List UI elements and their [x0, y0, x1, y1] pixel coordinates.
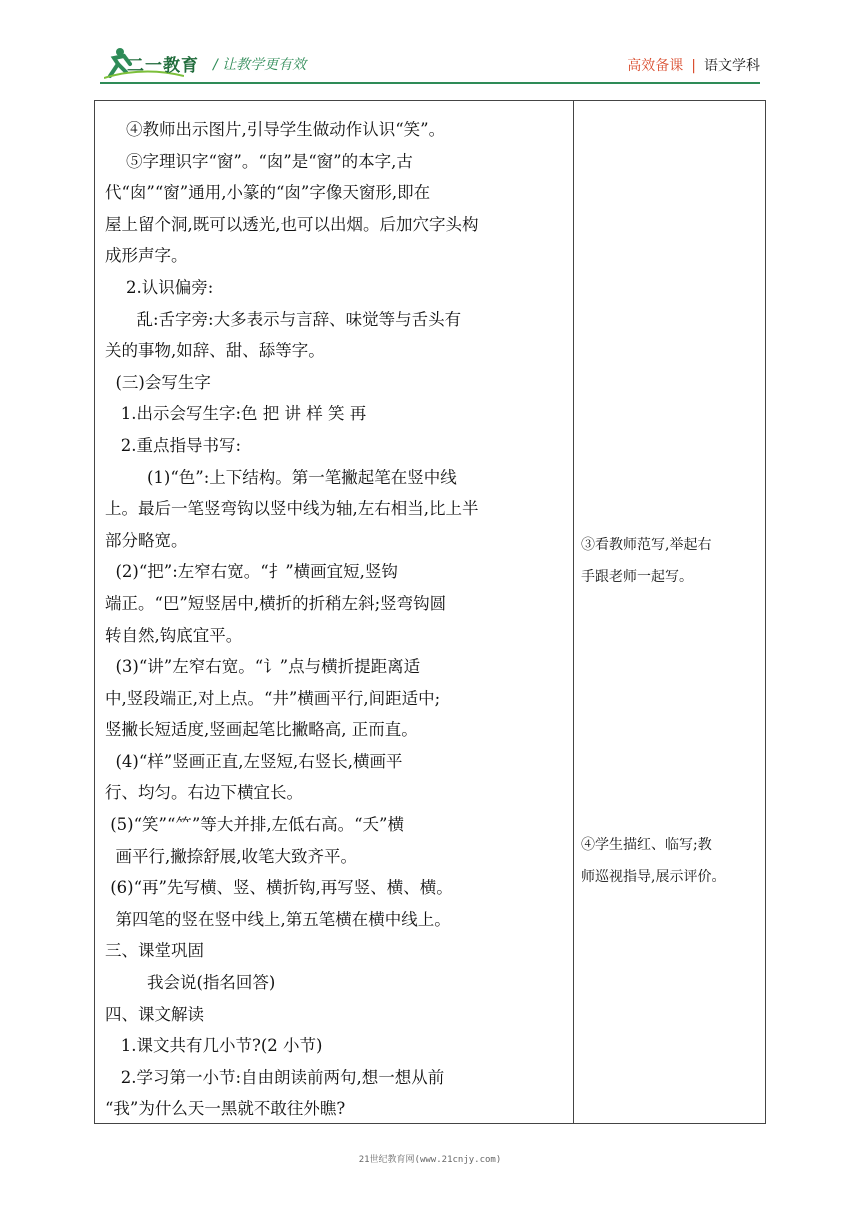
logo-text: 二一教育 [127, 56, 199, 76]
content-line: 中,竖段端正,对上点。“井”横画平行,间距适中; [105, 688, 441, 708]
content-line: 屋上留个洞,既可以透光,也可以出烟。后加穴字头构 [105, 214, 479, 234]
content-line: (5)“笑”“⺮”等大并排,左低右高。“夭”横 [105, 815, 404, 835]
content-line: 2.认识偏旁: [105, 277, 214, 297]
header-right [627, 55, 760, 75]
content-line: 成形声字。 [105, 246, 188, 266]
content-line: 转自然,钩底宜平。 [105, 625, 243, 645]
column-divider [573, 101, 574, 1123]
note-line: 师巡视指导,展示评价。 [581, 869, 726, 885]
content-line: 四、课文解读 [105, 1004, 204, 1024]
content-line: ⑤字理识字“窗”。“囱”是“窗”的本字,古 [105, 151, 413, 171]
content-line: 1.出示会写生字:色 把 讲 样 笑 再 [105, 404, 367, 424]
page-header [0, 0, 860, 90]
teaching-content-column [105, 114, 567, 1125]
content-line: 三、课堂巩固 [105, 941, 204, 961]
content-line: 上。最后一笔竖弯钩以竖中线为轴,左右相当,比上半 [105, 499, 479, 519]
content-line: 关的事物,如辞、甜、舔等字。 [105, 341, 325, 361]
content-line: (3)“讲”左窄右宽。“讠”点与横折提距离适 [105, 657, 421, 677]
content-line: “我”为什么天一黑就不敢往外瞧? [105, 1099, 346, 1119]
content-line: 画平行,撇捺舒展,收笔大致齐平。 [105, 846, 357, 866]
student-note-4 [581, 829, 761, 893]
page-footer: 21世纪教育网(www.21cnjy.com) [358, 1155, 502, 1165]
content-line: 端正。“巴”短竖居中,横折的折稍左斜;竖弯钩圆 [105, 593, 447, 613]
content-line: 2.重点指导书写: [105, 435, 242, 455]
note-line: 手跟老师一起写。 [581, 569, 693, 585]
content-line: 竖撇长短适度,竖画起笔比撇略高, 正而直。 [105, 720, 418, 740]
header-label-efficient: 高效备课 [627, 58, 684, 74]
slogan: / 让教学更有效 [213, 57, 307, 73]
student-note-3 [581, 529, 761, 593]
content-line: 1.课文共有几小节?(2 小节) [105, 1036, 323, 1056]
content-line: (1)“色”:上下结构。第一笔撇起笔在竖中线 [105, 467, 457, 487]
content-line: 第四笔的竖在竖中线上,第五笔横在横中线上。 [105, 909, 451, 929]
header-divider [100, 82, 760, 84]
note-line: ④学生描红、临写;教 [581, 837, 712, 853]
content-line: ④教师出示图片,引导学生做动作认识“笑”。 [105, 120, 446, 139]
header-label-subject: 语文学科 [704, 58, 760, 74]
content-line: 代“囱”“窗”通用,小篆的“囱”字像天窗形,即在 [105, 183, 431, 203]
content-line: 2.学习第一小节:自由朗读前两句,想一想从前 [105, 1067, 445, 1087]
header-separator: | [691, 58, 696, 74]
content-line: 行、均匀。右边下横宜长。 [105, 783, 303, 803]
content-line: 部分略宽。 [105, 530, 188, 550]
content-line: (4)“样”竖画正直,左竖短,右竖长,横画平 [105, 751, 403, 771]
content-line: 我会说(指名回答) [105, 973, 276, 993]
content-line: (2)“把”:左窄右宽。“扌”横画宜短,竖钩 [105, 562, 398, 582]
lesson-table [94, 100, 766, 1124]
note-line: ③看教师范写,举起右 [581, 537, 712, 553]
content-line: 乱:舌字旁:大多表示与言辞、味觉等与舌头有 [105, 309, 462, 329]
content-line: (三)会写生字 [105, 372, 211, 392]
content-line: (6)“再”先写横、竖、横折钩,再写竖、横、横。 [105, 878, 453, 898]
